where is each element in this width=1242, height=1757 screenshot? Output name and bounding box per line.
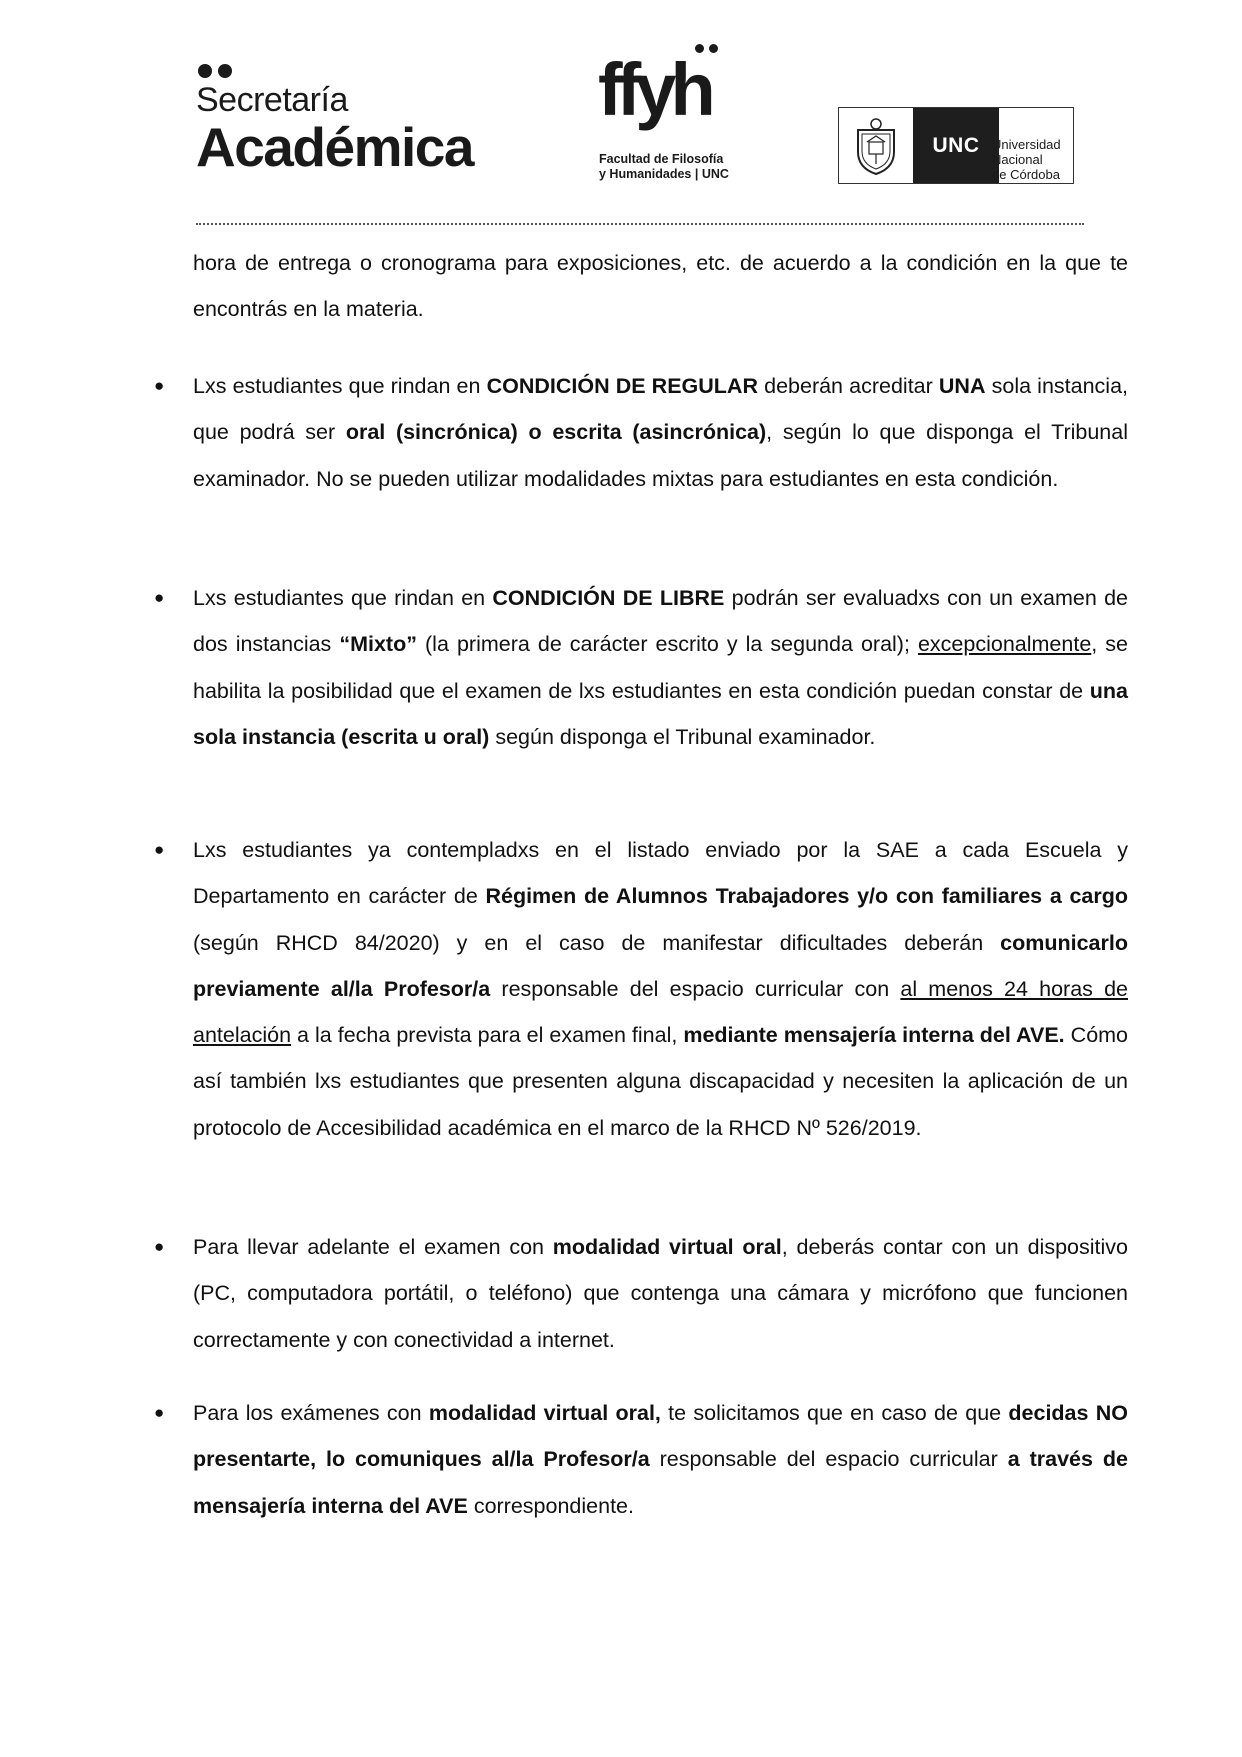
item-text: deberán acreditar [758,374,939,398]
item-underline: al menos 24 horas de antelación [193,976,1129,1048]
item-text: Lxs estudiantes que rindan en [193,586,493,610]
bullet-icon: ● [154,840,165,859]
item-text: a la fecha prevista para el examen final, [291,1023,684,1048]
unc-seal-icon [839,108,913,183]
item-text: responsable del espacio curricular con [490,976,901,1001]
item-bold: a través de mensajería interna del AVE [193,1447,1128,1518]
list-item [193,1224,1128,1363]
item-bold: decidas NO presentarte, lo comuniques al/la Profesor/a [193,1401,1128,1472]
item-bold: comunicarlo previamente al/la Profesor/a [193,930,1128,1001]
item-text: (según RHCD 84/2020) y en el caso de manifestar dificultades deberán [193,930,1001,955]
unc-name [992,137,1076,182]
item-text: sola instancia, que podrá ser [193,374,1129,445]
list-item [193,827,1128,1151]
item-bold: una sola instancia (escrita u oral) [193,678,1128,749]
bullet-icon: ● [154,588,165,607]
item-bold: modalidad virtual oral [552,1235,782,1259]
item-text: según disponga el Tribunal examinador. [489,724,876,749]
item-bold: oral (sincrónica) o escrita (asincrónica) [345,420,767,445]
ffyh-subtitle [599,152,729,182]
intro-text: hora de entrega o cronograma para exposiciones, etc. de acuerdo a la condición en la que te encontrás en la materia. [193,251,1128,322]
item-text: , se habilita la posibilidad que el examen de lxs estudiantes en esta condición puedan constar de [193,632,1128,703]
logo-dots-icon [198,64,473,78]
item-text: Lxs estudiantes que rindan en [193,374,487,398]
item-text: , deberás contar con un dispositivo (PC, computadora portátil, o teléfono) que contenga una cámara y micrófono que funcionen correctamente y con conectividad a internet. [193,1235,1128,1352]
ffyh-subtitle-line2: y Humanidades | UNC [599,167,729,181]
item-text: responsable del espacio curricular [649,1447,1008,1472]
bullet-icon: ● [154,376,165,395]
ffyh-wordmark: ffyh [598,48,710,131]
item-text: podrán ser evaluadxs con un examen de dos instancias [193,586,1128,657]
item-bold: “Mixto” [339,632,417,657]
item-text: , según lo que disponga el Tribunal examinador. No se pueden utilizar modalidades mixtas para estudiantes en esta condición. [193,420,1128,491]
item-text: Lxs estudiantes ya contempladxs en el listado enviado por la SAE a cada Escuela y Departamento en carácter de [193,838,1128,909]
intro-paragraph [193,240,1128,333]
header-divider [196,223,1084,225]
logo-line-academica: Académica [196,116,473,178]
ffyh-subtitle-line1: Facultad de Filosofía [599,152,724,166]
unc-name-line1: Universidad [992,137,1061,152]
item-bold: Régimen de Alumnos Trabajadores y/o con familiares a cargo [485,884,1128,909]
item-text: te solicitamos que en caso de que [660,1401,1009,1425]
item-bold: mediante mensajería interna del AVE. [683,1023,1065,1048]
list-item [193,575,1128,760]
item-bold: CONDICIÓN DE LIBRE [492,586,725,610]
logo-line-secretaria: Secretaría [196,81,348,119]
item-text: (la primera de carácter escrito y la segunda oral); [416,632,918,657]
item-bold: modalidad virtual oral, [428,1401,661,1425]
page-header [0,0,1242,235]
unc-logo [838,107,1082,184]
list-item [193,1390,1128,1529]
unc-name-line2: Nacional [992,152,1043,167]
item-text: Para los exámenes con [193,1401,429,1425]
bullet-icon: ● [154,1403,165,1422]
item-text: correspondiente. [467,1493,634,1518]
unc-badge: UNC [913,108,999,183]
item-underline: excepcionalmente [917,632,1092,657]
secretaria-academica-logo [196,64,473,178]
item-bold: UNA [938,374,986,398]
item-text: Cómo así también lxs estudiantes que presenten alguna discapacidad y necesiten la aplicación de un protocolo de Accesibilidad académica en el marco de la RHCD Nº 526/2019. [193,1023,1129,1140]
item-bold: CONDICIÓN DE REGULAR [486,374,758,398]
item-text: Para llevar adelante el examen con [193,1235,553,1259]
unc-name-line3: de Córdoba [992,167,1060,182]
bullet-icon: ● [154,1237,165,1256]
list-item [193,363,1128,502]
